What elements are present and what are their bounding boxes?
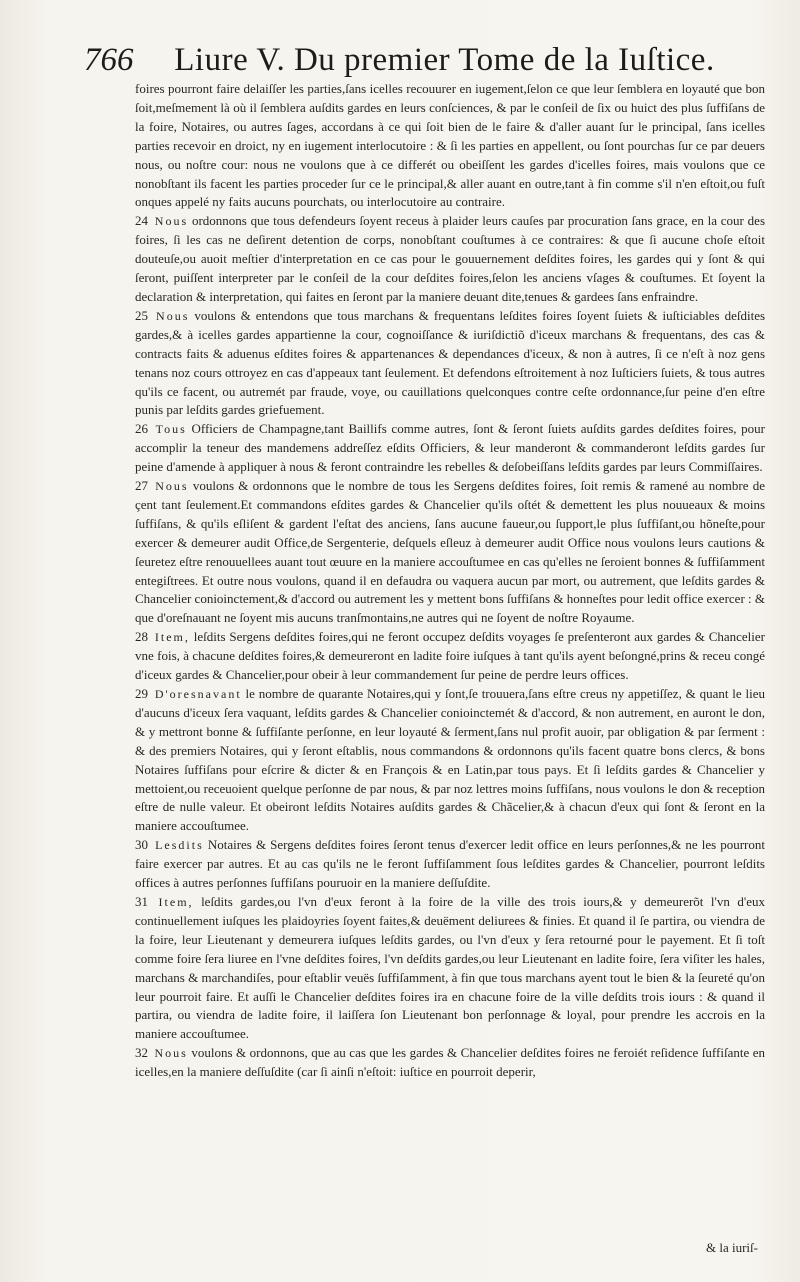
paragraph-text: voulons & ordonnons, que au cas que les gardes & Chancelier deſdites foires ne feroiét reſidence ſuffiſante en icelles,en la maniere deſſuſdite (car ſi ainſi n'eſtoit: iuſtice en pourroit deperir, <box>135 1045 765 1080</box>
paragraph-28 <box>135 628 765 685</box>
paragraph-text: Officiers de Champagne,tant Baillifs comme autres, ſont & ſeront ſuiets auſdits gardes deſdites foires, pour accomplir la teneur des mandemens addreſſez eſdits Officiers, & leur manderont & commanderont leſdits gardes ſur peine d'amende à appliquer à nous & feront contraindre les rebelles & deſobeiſſans leſdits gardes par leurs Commiſſaires. <box>135 421 766 475</box>
paragraph-text: voulons & ordonnons que le nombre de tous les Sergens deſdites foires, ſoit remis & ramené au nombre de çent tant ſeulement.Et commandons eſdites gardes & Chancelier qu'ils oſtét & demettent les plus nouueaux & moins ſuffiſans, & qu'ils eſliſent & gardent l'eſtat des anciens, ſans aucune faueur,ou ſupport,le plus ſuffiſant,ou hõneſte,pour exercer & demeurer audit Office,de Sergenterie, deſquels eſleuz à demeurer audit Office nous voulons leurs cautions & ſeuretez eſtre renouuellees auant tout œuure en la maniere accouſtumee en cas qu'elles ne ſeroient bonnes & ſuffiſamment entegiſtrees. Et outre nous voulons, quand il en defaudra ou vaquera aucun par mort, ou autrement, que leſdits gardes & Chancelier conioinctement,& d'accord ou autrement les y mettent bons ſuffiſans & honneſtes pour ledit office exercer : & que d'oreſnauant ne ſoyent mis aucuns tranſmontains,ne autres qui ne ſoyent de noſtre Royaume. <box>135 478 765 626</box>
paragraph-continuation <box>135 80 765 212</box>
paragraph-first-word: Item, <box>158 894 194 909</box>
paragraph-text: Notaires & Sergens deſdites foires ſeront tenus d'exercer ledit office en leurs perſonnes,& ne les pourront faire exercer par autres. Et au cas qu'ils ne le feront ſuffiſamment ſous leſdites gardes & Chancelier, pourront leſdits offices à autres perſonnes ſuffiſans pouruoir en la maniere deſſuſdite. <box>135 837 766 891</box>
paragraph-31 <box>135 893 765 1044</box>
paragraph-number: 32 <box>135 1045 148 1061</box>
paragraph-29 <box>135 685 765 836</box>
paragraph-number: 24 <box>135 213 148 229</box>
paragraph-30 <box>135 836 765 893</box>
paragraph-text: voulons & entendons que tous marchans & frequentans leſdites foires ſoyent ſuiets & iuſticiables deſdites gardes,& à icelles gardes appartienne la cour, cognoiſſance & iuriſdictiõ d'iceux marchans & frequentans, des cas & contracts faits & aduenus eſdites foires & appartenances & dependances d'iceux, & non à autres, ſi ce n'eſt à noz gens tenans noz cours ottroyez en cas d'appeaux tant ſeulement. Et defendons eſtroitement à noz Iuſticiers ſuiets, & tous autres qu'ils ce facent, ou autremét par fraude, voye, ou cauillations quelconques contre ceſte ordonnance,ſur peine d'en eſtre punis par leſdits gardes griefuement. <box>135 307 766 418</box>
paragraph-first-word: Nous <box>154 214 189 229</box>
paragraph-number: 28 <box>135 629 148 645</box>
paragraph-first-word: Tous <box>155 422 187 437</box>
paragraph-number: 29 <box>135 686 148 701</box>
paragraph-text: foires pourront faire delaiſſer les parties,ſans icelles recouurer en iugement,ſelon ce que leur ſemblera en loyauté que bon ſoit,meſmement là où il ſemblera auſdits gardes en leurs conſciences, & par le conſeil de ſix ou huict des plus ſuffiſans de la foire, Notaires, ou autres ſages, accordans à ce qui ſoit bien de le faire & d'aller auant ſur le principal, ſans icelles parties recevoir en droict, ny en iugement interlocutoire : & ſi les parties en appellent, ou ſont pourchas ſur ce par deuers nous, ou noſtre cour: nous ne voulons que à ce differét ou obeiſſent les gardes d'icelles foires, mais voulons que ce nonobſtant ils facent les parties proceder ſur ce le principal,& aller auant en outre,tant à fin comme s'il n'en eſtoit,ou fuſt onques appelé ny faits aucuns pourchats, ou interlocutoire au contraire. <box>135 81 765 210</box>
paragraph-26 <box>135 420 765 477</box>
paragraph-text: leſdits Sergens deſdites foires,qui ne feront occupez deſdits voyages ſe preſenteront aux gardes & Chancelier vne fois, à chacune deſdites foires,& demeureront en ladite foire iuſques à tant qu'ils ayent beſongné,prins & receu congé d'iceux gardes & Chancelier,pour obeir à leur commandement ſur peine de perdre leurs offices. <box>135 629 765 683</box>
text-body <box>135 80 765 1082</box>
paragraph-number: 27 <box>135 478 148 494</box>
paragraph-text: ordonnons que tous defendeurs ſoyent receus à plaider leurs cauſes par procuration ſans grace, en la cour des foires, ſi les cas ne deſirent detention de corps, nonobſtant couſtumes à ce contraires: & que ſi aucune choſe eſtoit douteuſe,ou auoit meſtier d'interpretation en ce cas pour le gouuernement deſdites foires, les gardes qui y ſont & qui ſeront, puiſſent interpreter par le conſeil de la cour deſdites foires,ſelon les anciens vſages & couſtumes. Et ſoyent la declaration & interpretation, qui faites en ſeront par la maniere deuant dite,tenues & gardees ſans enfraindre. <box>135 213 766 304</box>
paragraph-text: le nombre de quarante Notaires,qui y ſont,ſe trouuera,ſans eſtre creus ny appetiſſez, & quant le lieu d'aucuns d'iceux ſera vaquant, leſdits gardes & Chancelier conioinctemét & d'accord, & non autrement, en auront le don, & y mettront bonne & ſuffiſante perſonne, en leur loyauté & ſerment,ſans nul profit auoir, par obligation & par ſerment : & des premiers Notaires, qui y ſeront eſtablis, nous commandons & ordonnons qu'ils facent quatre bons clercs, & bons Notaires ſuffiſans pour eſcrire & dicter & en François & en Latin,par tous pays. Et ſi leſdits gardes & Chancelier y mettoient,ou receuoient quelque perſonne de par nous, & par noz lettres moins ſuffiſans, nous voulons le don & reception eſtre de nulle valeur. Et obeiront leſdits Notaires auſdits gardes & Chãcelier,& à chacun d'eux qui ſont & ſeront en la maniere accouſtumee. <box>135 686 766 834</box>
paragraph-first-word: D'oresnavant <box>154 687 242 701</box>
paragraph-first-word: Nous <box>154 1046 188 1061</box>
paragraph-first-word: Nous <box>155 479 189 494</box>
paragraph-number: 25 <box>135 307 148 323</box>
paragraph-25 <box>135 307 765 420</box>
paragraph-32 <box>135 1044 765 1082</box>
page-number: 766 <box>84 42 134 78</box>
paragraph-first-word: Item, <box>154 630 190 645</box>
paragraph-24 <box>135 212 765 307</box>
paragraph-number: 30 <box>135 837 148 853</box>
paragraph-27 <box>135 477 765 628</box>
catchword: & la iuriſ- <box>706 1240 758 1255</box>
paragraph-text: leſdits gardes,ou l'vn d'eux feront à la foire de la ville des trois iours,& y demeurerõt l'vn d'eux continuellement iuſques les plaidoyries ſoyent faites,& deuëment deliurees & finies. Et quand il ſe partira, ou viendra de la foire, leur Lieutenant y demeurera iuſques leſdits gardes, ou l'vn d'eux y ſera retourné pour le payement. Et ſi toſt comme foire ſera liuree en l'vne deſdites foires, l'vn deſdits gardes,ou leur Lieutenant en ladite foire, ſera viſiter les hales, marchans & marchandiſes, pour eſtablir veuës ſuffiſamment, à fin que tous marchans ayent tout le bien & la ſeureté qu'on leur pourroit faire. Et auſſi le Chancelier deſdites foires ira en chacune foire de la ville deſdits trois iours : & quand il partira, ou viendra de ladite foire, il laiſſera ſon Lieutenant bon perſonnage & loyal, pour prendre les accrois en la maniere accouſtumee. <box>135 893 766 1042</box>
paragraph-first-word: Nous <box>156 308 190 323</box>
paragraph-first-word: Lesdits <box>155 838 204 853</box>
paragraph-number: 31 <box>135 893 148 909</box>
paragraph-number: 26 <box>135 421 148 437</box>
running-title: Liure V. Du premier Tome de la Iuſtice. <box>174 42 715 78</box>
